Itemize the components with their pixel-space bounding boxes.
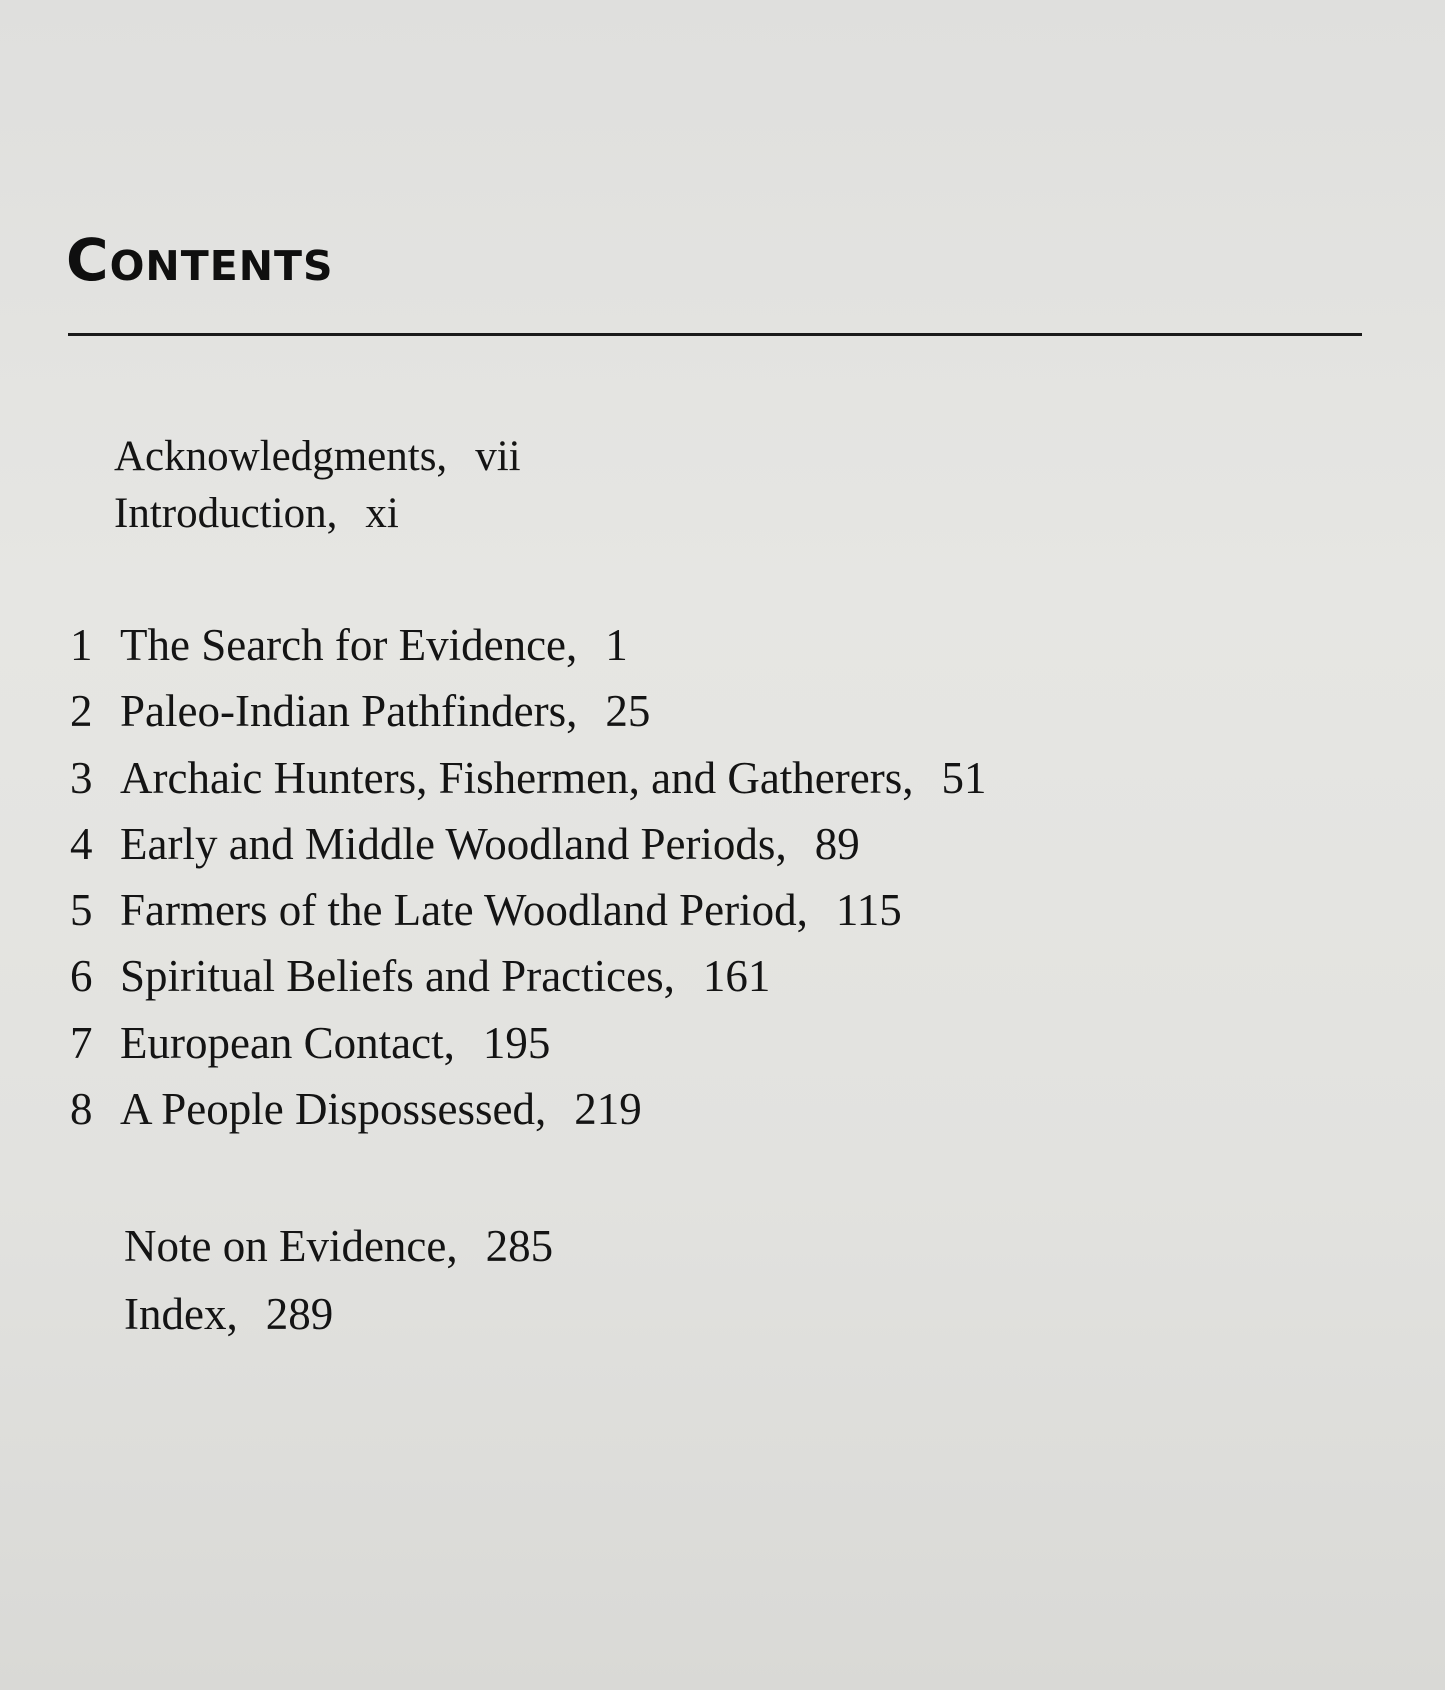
toc-entry-note-on-evidence — [124, 1212, 553, 1280]
entry-title: Introduction, — [114, 490, 338, 537]
chapter-number: 3 — [70, 752, 93, 803]
entry-title: Spiritual Beliefs and Practices, — [120, 951, 675, 1002]
entry-page: 51 — [941, 752, 987, 803]
entry-title: The Search for Evidence, — [120, 620, 578, 670]
toc-entry-chapter-7 — [70, 1010, 986, 1076]
chapter-number: 5 — [70, 885, 93, 936]
entry-page: vii — [475, 433, 521, 480]
toc-entry-chapter-4 — [70, 811, 986, 877]
chapter-number: 1 — [70, 620, 93, 670]
entry-page: 161 — [702, 951, 771, 1002]
toc-entry-chapter-2 — [70, 678, 986, 744]
entry-page: 219 — [574, 1084, 642, 1135]
toc-entry-acknowledgments — [114, 428, 521, 485]
entry-page: xi — [365, 490, 399, 537]
entry-title: European Contact, — [120, 1017, 455, 1068]
toc-entry-chapter-3 — [70, 745, 986, 811]
entry-page: 285 — [485, 1221, 554, 1271]
entry-page: 195 — [482, 1017, 551, 1068]
entry-page: 289 — [265, 1289, 334, 1339]
entry-title: Archaic Hunters, Fishermen, and Gatherers, — [120, 752, 914, 803]
chapter-list — [70, 612, 986, 1142]
toc-entry-index — [124, 1280, 553, 1348]
entry-title: Early and Middle Woodland Periods, — [120, 818, 787, 869]
entry-page: 1 — [605, 620, 628, 670]
toc-entry-chapter-8 — [70, 1076, 986, 1142]
chapter-number: 4 — [70, 818, 93, 869]
front-matter-list — [114, 428, 521, 542]
entry-title: Index, — [124, 1289, 238, 1339]
toc-entry-chapter-6 — [70, 943, 986, 1009]
entry-title: Farmers of the Late Woodland Period, — [120, 885, 808, 936]
chapter-number: 7 — [70, 1017, 93, 1068]
entry-page: 115 — [835, 885, 902, 936]
entry-page: 25 — [605, 686, 651, 737]
toc-entry-chapter-5 — [70, 877, 986, 943]
entry-page: 89 — [814, 818, 860, 869]
entry-title: Note on Evidence, — [124, 1221, 458, 1271]
chapter-number: 2 — [70, 686, 93, 737]
entry-title: Paleo-Indian Pathfinders, — [120, 686, 578, 737]
chapter-number: 8 — [70, 1084, 93, 1135]
back-matter-list — [124, 1212, 553, 1348]
entry-title: A People Dispossessed, — [120, 1084, 547, 1135]
toc-entry-chapter-1 — [70, 612, 986, 678]
toc-entry-introduction — [114, 485, 521, 542]
entry-title: Acknowledgments, — [114, 433, 448, 480]
chapter-number: 6 — [70, 951, 93, 1002]
title-rule — [68, 333, 1362, 336]
page-title: Contents — [66, 226, 334, 294]
